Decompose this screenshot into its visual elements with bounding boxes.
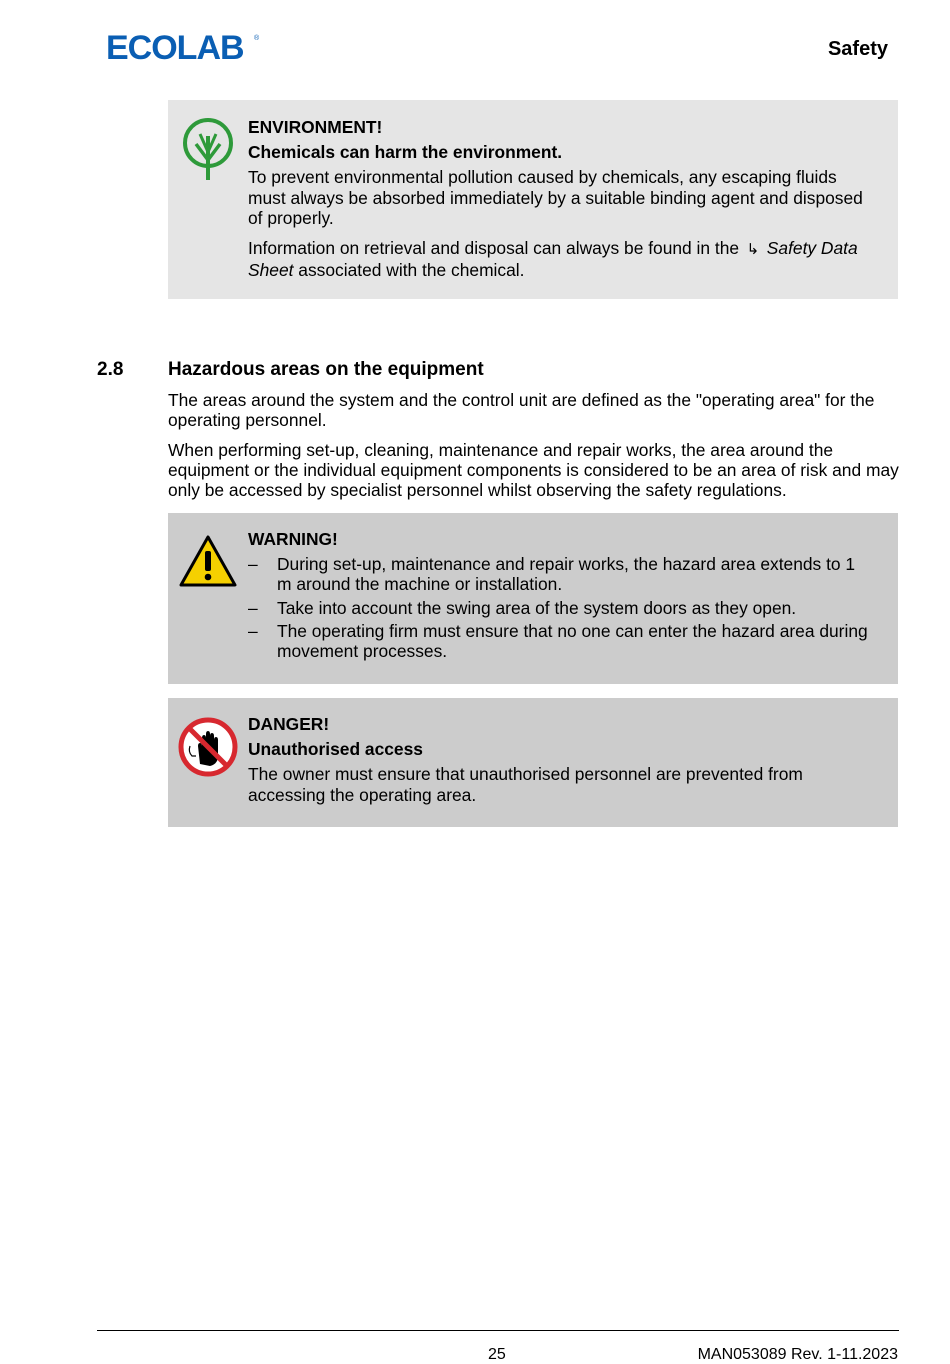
ecolab-logo <box>106 30 266 64</box>
footer-divider <box>97 1330 899 1331</box>
section-paragraph-text: The areas around the system and the control unit are defined as the "operating area" for the operating personnel. <box>168 390 875 431</box>
warning-list <box>248 554 874 661</box>
warning-signal-word: WARNING! <box>248 529 338 549</box>
no-access-hand-icon <box>178 716 238 778</box>
header-section-title: Safety <box>827 38 888 60</box>
safety-data-sheet-link[interactable]: Safety Data Sheet <box>248 238 858 281</box>
document-id: MAN053089 Rev. 1-11.2023 <box>697 1346 898 1363</box>
danger-text: The owner must ensure that unauthorised personnel are prevented from accessing the operating area. <box>248 764 803 805</box>
list-item: – Take into account the swing area of the system doors as they open. <box>248 598 874 618</box>
reference-text-before: Information on retrieval and disposal can always be found in the <box>248 238 740 259</box>
danger-subheading: Unauthorised access <box>248 739 423 760</box>
danger-notice <box>168 698 898 827</box>
list-item: – During set-up, maintenance and repair works, the hazard area extends to 1 m around the machine or installation. <box>248 554 874 594</box>
environment-text: To prevent environmental pollution caused by chemicals, any escaping fluids must always be absorbed immediately by a suitable binding agent and disposed of properly. <box>248 167 863 228</box>
section-paragraph-text: When performing set-up, cleaning, maintenance and repair works, the area around the equipment or the individual equipment components is considered to be an area of risk and may only be accessed by specialist personnel whilst observing the safety regulations. <box>168 440 899 501</box>
warning-notice <box>168 513 898 684</box>
reference-arrow-icon: ↳ <box>746 241 760 259</box>
warning-triangle-icon <box>178 531 238 593</box>
environment-reference-text <box>248 238 874 280</box>
page-number: 25 <box>488 1346 506 1363</box>
tree-icon <box>178 118 238 180</box>
section-paragraph <box>168 390 900 430</box>
reference-text-after: associated with the chemical. <box>298 260 525 281</box>
section-number: 2.8 <box>97 359 124 380</box>
section-title: Hazardous areas on the equipment <box>168 359 484 380</box>
logo-text: ECOLAB <box>106 30 244 64</box>
section-paragraph <box>168 440 900 501</box>
environment-signal-word: ENVIRONMENT! <box>248 117 383 137</box>
list-item: – The operating firm must ensure that no one can enter the hazard area during movement processes. <box>248 621 874 661</box>
danger-signal-word: DANGER! <box>248 714 330 734</box>
environment-subheading: Chemicals can harm the environment. <box>248 142 563 163</box>
environment-notice <box>168 100 898 299</box>
svg-text:®: ® <box>254 35 260 42</box>
